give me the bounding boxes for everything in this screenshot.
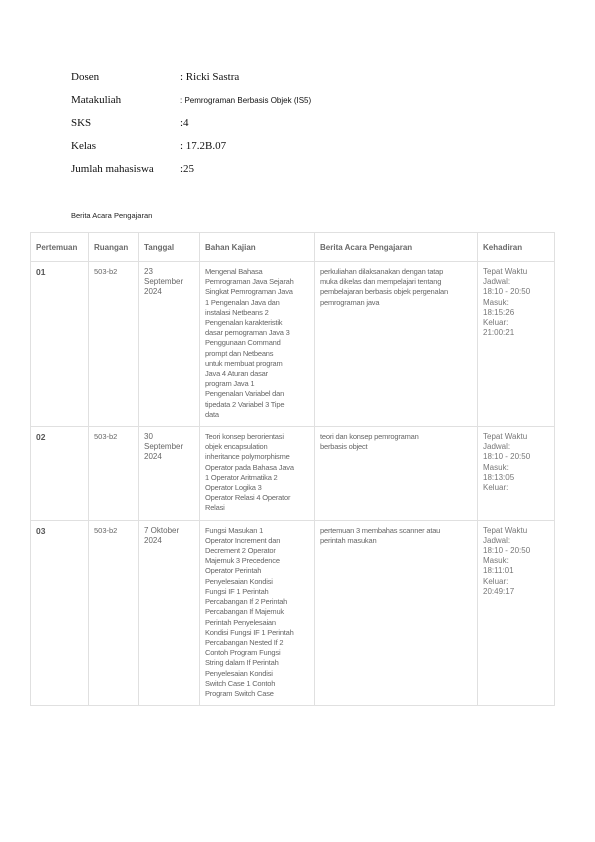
cell-line: Operator Perintah [205, 566, 262, 576]
cell-bahan-kajian [200, 427, 315, 521]
cell-tanggal [139, 262, 200, 427]
cell-line: Java 4 Aturan dasar [205, 369, 268, 379]
header-bahan-kajian: Bahan Kajian [200, 233, 315, 262]
cell-line: Tepat Waktu [483, 525, 528, 535]
cell-line: 23 [144, 267, 153, 276]
cell-line: 2024 [144, 287, 162, 297]
cell-kehadiran [478, 427, 555, 521]
cell-line: Masuk: [483, 297, 509, 307]
cell-line: 1 Pengenalan Java dan [205, 297, 280, 307]
cell-line: Pemrograman Java Sejarah [205, 277, 294, 287]
cell-line: 20:49:17 [483, 586, 515, 596]
cell-line: muka dikelas dan mempelajari tentang [320, 277, 442, 287]
cell-kehadiran [478, 520, 555, 705]
cell-line: data [205, 409, 219, 419]
cell-line: Masuk: [483, 556, 509, 566]
cell-line: 18:13:05 [483, 472, 515, 482]
cell-line: September [144, 277, 184, 287]
cell-line: Fungsi Masukan 1 [205, 525, 264, 535]
cell-line: String dalam If Perintah [205, 658, 279, 668]
header-tanggal: Tanggal [139, 233, 200, 262]
cell-line: Program Switch Case [205, 688, 274, 698]
cell-line: Jadwal: [483, 277, 511, 287]
cell-line: 2024 [144, 452, 162, 462]
cell-line: pembelajaran berbasis objek pergenalan [320, 287, 448, 297]
header-ruangan: Ruangan [89, 233, 139, 262]
cell-pertemuan: 03 [31, 520, 89, 705]
info-value: : 17.2B.07 [180, 140, 227, 152]
info-value: :4 [180, 117, 189, 129]
info-label: Matakuliah [71, 94, 122, 106]
table-row [31, 427, 555, 521]
cell-line: Penggunaan Command [205, 338, 281, 348]
cell-kehadiran [478, 262, 555, 427]
header-pertemuan: Pertemuan [31, 233, 89, 262]
cell-pertemuan: 01 [31, 262, 89, 427]
cell-line: program Java 1 [205, 379, 255, 389]
cell-berita-acara [315, 427, 478, 521]
cell-line: prompt dan Netbeans [205, 348, 274, 358]
cell-line: Operator Increment dan [205, 535, 281, 545]
cell-line: Penyelesaian Kondisi [205, 576, 273, 586]
cell-ruangan: 503-b2 [89, 262, 139, 427]
cell-ruangan: 503-b2 [89, 520, 139, 705]
cell-line: Relasi [205, 503, 225, 513]
cell-line: 18:10 - 20:50 [483, 452, 531, 462]
cell-line: Masuk: [483, 462, 509, 472]
cell-line: Mengenal Bahasa [205, 267, 263, 276]
cell-line: Kondisi Fungsi IF 1 Perintah [205, 627, 294, 637]
cell-line: Keluar: [483, 318, 509, 328]
cell-line: Contoh Program Fungsi [205, 648, 281, 658]
cell-line: Penyelesaian Kondisi [205, 668, 273, 678]
cell-line: perkuliahan dilaksanakan dengan tatap [320, 267, 444, 276]
cell-line: 18:10 - 20:50 [483, 287, 531, 297]
cell-line: Pengenalan Variabel dan [205, 389, 285, 399]
info-label: SKS [71, 117, 92, 129]
cell-berita-acara [315, 262, 478, 427]
table-header-row [31, 233, 555, 262]
cell-line: berbasis object [320, 442, 368, 452]
cell-line: dasar pemograman Java 3 [205, 328, 290, 338]
cell-line: 21:00:21 [483, 328, 515, 338]
teaching-report-table [30, 232, 555, 706]
cell-line: Jadwal: [483, 535, 511, 545]
cell-line: 30 [144, 432, 153, 442]
cell-line: Tepat Waktu [483, 267, 528, 276]
cell-line: 1 Operator Aritmatika 2 [205, 472, 278, 482]
header-kehadiran: Kehadiran [478, 233, 555, 262]
cell-bahan-kajian [200, 520, 315, 705]
info-label: Jumlah mahasiswa [71, 163, 154, 175]
cell-line: Fungsi IF 1 Perintah [205, 586, 269, 596]
cell-line: 7 Oktober [144, 525, 180, 535]
cell-line: Operator Relasi 4 Operator [205, 493, 291, 503]
cell-bahan-kajian [200, 262, 315, 427]
cell-line: inheritance polymorphisme [205, 452, 290, 462]
cell-line: Operator pada Bahasa Java [205, 462, 294, 472]
cell-line: 18:10 - 20:50 [483, 546, 531, 556]
cell-line: instalasi Netbeans 2 [205, 307, 269, 317]
cell-line: teori dan konsep pemrograman [320, 432, 419, 442]
cell-line: Percabangan If 2 Perintah [205, 597, 288, 607]
cell-line: Switch Case 1 Contoh [205, 678, 276, 688]
cell-line: Teori konsep berorientasi [205, 432, 284, 442]
cell-line: tipedata 2 Variabel 3 Tipe [205, 399, 285, 409]
cell-line: Percabangan If Majemuk [205, 607, 284, 617]
cell-line: Keluar: [483, 576, 509, 586]
table-row [31, 262, 555, 427]
cell-line: Keluar: [483, 483, 509, 493]
cell-pertemuan: 02 [31, 427, 89, 521]
cell-line: Singkat Pemrograman Java [205, 287, 293, 297]
cell-line: September [144, 442, 184, 452]
cell-ruangan: 503-b2 [89, 427, 139, 521]
info-label: Kelas [71, 140, 97, 152]
cell-line: 18:11:01 [483, 566, 514, 576]
section-title: Berita Acara Pengajaran [71, 211, 153, 220]
header-berita-acara: Berita Acara Pengajaran [315, 233, 478, 262]
cell-line: objek encapsulation [205, 442, 268, 452]
info-value: : Pemrograman Berbasis Objek (IS5) [180, 96, 312, 105]
cell-line: Operator Logika 3 [205, 483, 262, 493]
cell-line: Perintah Penyelesaian [205, 617, 276, 627]
cell-tanggal [139, 427, 200, 521]
cell-line: untuk membuat program [205, 358, 283, 368]
cell-line: perintah masukan [320, 535, 377, 545]
cell-line: 18:15:26 [483, 307, 515, 317]
cell-line: Decrement 2 Operator [205, 546, 276, 556]
cell-line: 2024 [144, 535, 162, 545]
cell-line: pemrograman java [320, 297, 380, 307]
table-row [31, 520, 555, 705]
info-value: :25 [180, 163, 195, 175]
cell-line: Percabangan Nested If 2 [205, 637, 284, 647]
cell-line: Majemuk 3 Precedence [205, 556, 280, 566]
cell-berita-acara [315, 520, 478, 705]
cell-line: pertemuan 3 membahas scanner atau [320, 525, 441, 535]
info-value: : Ricki Sastra [180, 71, 240, 83]
cell-line: Tepat Waktu [483, 432, 528, 442]
info-label: Dosen [71, 71, 100, 83]
cell-tanggal [139, 520, 200, 705]
cell-line: Pengenalan karakteristik [205, 318, 283, 328]
cell-line: Jadwal: [483, 442, 511, 452]
